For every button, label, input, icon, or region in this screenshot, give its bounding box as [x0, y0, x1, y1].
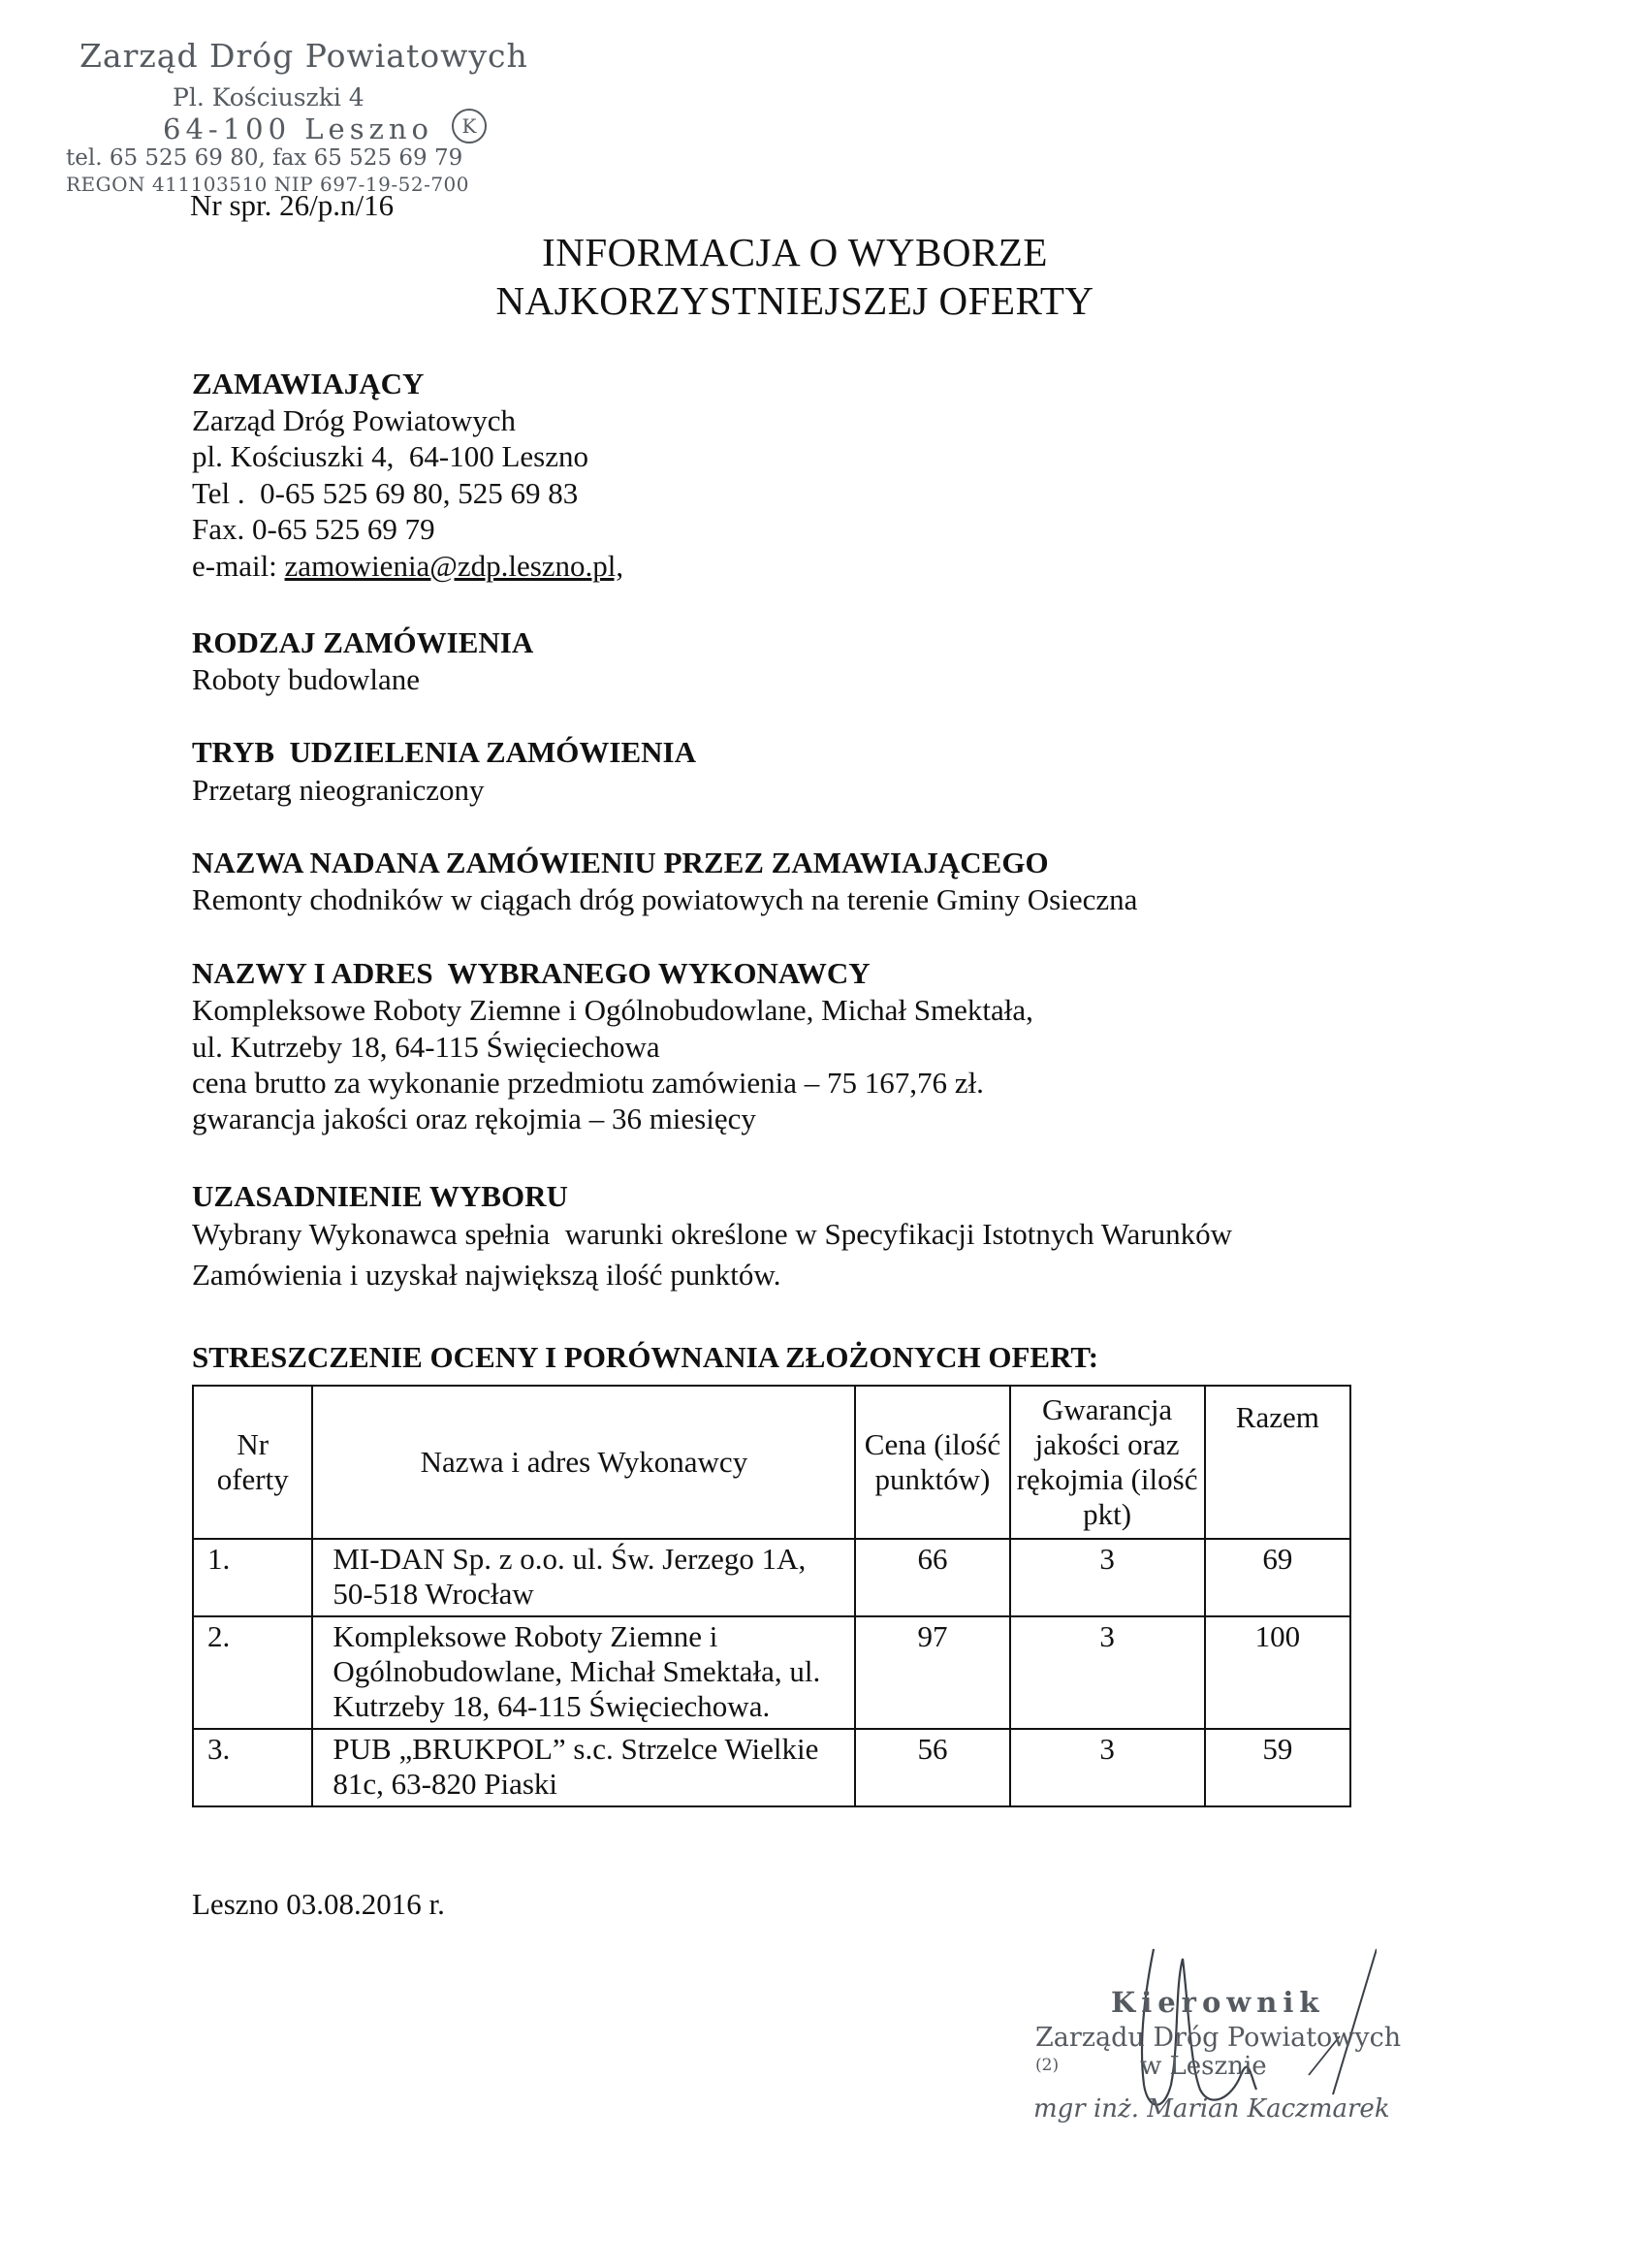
section-heading-streszczenie: STRESZCZENIE OCENY I PORÓWNANIA ZŁOŻONYCH OFERT: [192, 1340, 1099, 1374]
signature-stamp-line: mgr inż. Marian Kaczmarek [1033, 2094, 1390, 2124]
offer-total-points: 100 [1205, 1616, 1350, 1729]
offer-warranty-points: 3 [1010, 1539, 1205, 1616]
section-heading-nazwa: NAZWA NADANA ZAMÓWIENIU PRZEZ ZAMAWIAJĄCEGO [192, 846, 1049, 879]
table-row [193, 1729, 1350, 1806]
offer-contractor: MI-DAN Sp. z o.o. ul. Św. Jerzego 1A, 50-518 Wrocław [312, 1539, 855, 1616]
ordering-party-fax: Fax. 0-65 525 69 79 [192, 512, 435, 546]
email-link[interactable]: zamowienia@zdp.leszno.pl, [284, 549, 624, 583]
stamp-line: tel. 65 525 69 80, fax 65 525 69 79 [66, 145, 463, 171]
offer-number: 1. [193, 1539, 312, 1616]
ordering-party-email [192, 549, 623, 584]
offers-comparison-table [192, 1385, 1351, 1807]
table-row [193, 1539, 1350, 1616]
offer-price-points: 56 [855, 1729, 1009, 1806]
offer-contractor: Kompleksowe Roboty Ziemne i Ogólnobudowlane, Michał Smektała, ul. Kutrzeby 18, 64-115 Święciechowa. [312, 1616, 855, 1729]
order-name: Remonty chodników w ciągach dróg powiatowych na terenie Gminy Osieczna [192, 882, 1138, 916]
email-label: e-mail: [192, 549, 285, 583]
document-title-line-2: NAJKORZYSTNIEJSZEJ OFERTY [495, 278, 1094, 323]
justification-line: Wybrany Wykonawca spełnia warunki określone w Specyfikacji Istotnych Warunków [192, 1217, 1233, 1251]
stamp-line: 64-100 Leszno [163, 112, 433, 145]
signature-stamp-line: (2) [1035, 2056, 1060, 2075]
column-header-name: Nazwa i adres Wykonawcy [312, 1386, 855, 1539]
column-header-razem: Razem [1205, 1386, 1350, 1539]
signature-stamp-line: w Lesznie [1140, 2052, 1267, 2081]
stamp-line: Zarząd Dróg Powiatowych [79, 37, 528, 75]
column-header-cena: Cena (ilość punktów) [855, 1386, 1009, 1539]
signature-stamp-line: Kierownik [1111, 1986, 1325, 2019]
offer-number: 2. [193, 1616, 312, 1729]
contractor-warranty: gwarancja jakości oraz rękojmia – 36 miesięcy [192, 1102, 756, 1135]
column-header-gwarancja: Gwarancja jakości oraz rękojmia (ilość pkt) [1010, 1386, 1205, 1539]
stamp-mark: K [452, 109, 487, 144]
stamp-line: Pl. Kościuszki 4 [173, 83, 364, 112]
order-type: Roboty budowlane [192, 662, 421, 696]
offer-number: 3. [193, 1729, 312, 1806]
table-row [193, 1616, 1350, 1729]
section-heading-zamawiajacy: ZAMAWIAJĄCY [192, 367, 425, 400]
contractor-price: cena brutto za wykonanie przedmiotu zamówienia – 75 167,76 zł. [192, 1066, 984, 1100]
offer-total-points: 69 [1205, 1539, 1350, 1616]
justification-line: Zamówienia i uzyskał największą ilość punktów. [192, 1258, 781, 1292]
offer-warranty-points: 3 [1010, 1729, 1205, 1806]
ordering-party-name: Zarząd Dróg Powiatowych [192, 403, 517, 437]
offer-contractor: PUB „BRUKPOL” s.c. Strzelce Wielkie 81c, 63-820 Piaski [312, 1729, 855, 1806]
case-reference: Nr spr. 26/p.n/16 [190, 188, 395, 222]
column-header-nr: Nr oferty [193, 1386, 312, 1539]
table-header-row [193, 1386, 1350, 1539]
procedure-mode: Przetarg nieograniczony [192, 773, 485, 807]
offer-price-points: 66 [855, 1539, 1009, 1616]
stamp-line: REGON 411103510 NIP 697-19-52-700 [66, 173, 470, 196]
ordering-party-address: pl. Kościuszki 4, 64-100 Leszno [192, 439, 588, 473]
ordering-party-phone: Tel . 0-65 525 69 80, 525 69 83 [192, 476, 579, 510]
section-heading-tryb: TRYB UDZIELENIA ZAMÓWIENIA [192, 735, 696, 769]
offer-price-points: 97 [855, 1616, 1009, 1729]
section-heading-rodzaj: RODZAJ ZAMÓWIENIA [192, 625, 534, 659]
section-heading-wykonawca: NAZWY I ADRES WYBRANEGO WYKONAWCY [192, 956, 871, 990]
section-heading-uzasadnienie: UZASADNIENIE WYBORU [192, 1179, 568, 1213]
offer-warranty-points: 3 [1010, 1616, 1205, 1729]
place-and-date: Leszno 03.08.2016 r. [192, 1887, 445, 1921]
contractor-name: Kompleksowe Roboty Ziemne i Ogólnobudowlane, Michał Smektała, [192, 993, 1033, 1027]
signature-stamp-line: Zarządu Dróg Powiatowych [1035, 2023, 1402, 2053]
offer-total-points: 59 [1205, 1729, 1350, 1806]
document-title-line-1: INFORMACJA O WYBORZE [542, 230, 1048, 274]
contractor-address: ul. Kutrzeby 18, 64-115 Święciechowa [192, 1030, 660, 1064]
